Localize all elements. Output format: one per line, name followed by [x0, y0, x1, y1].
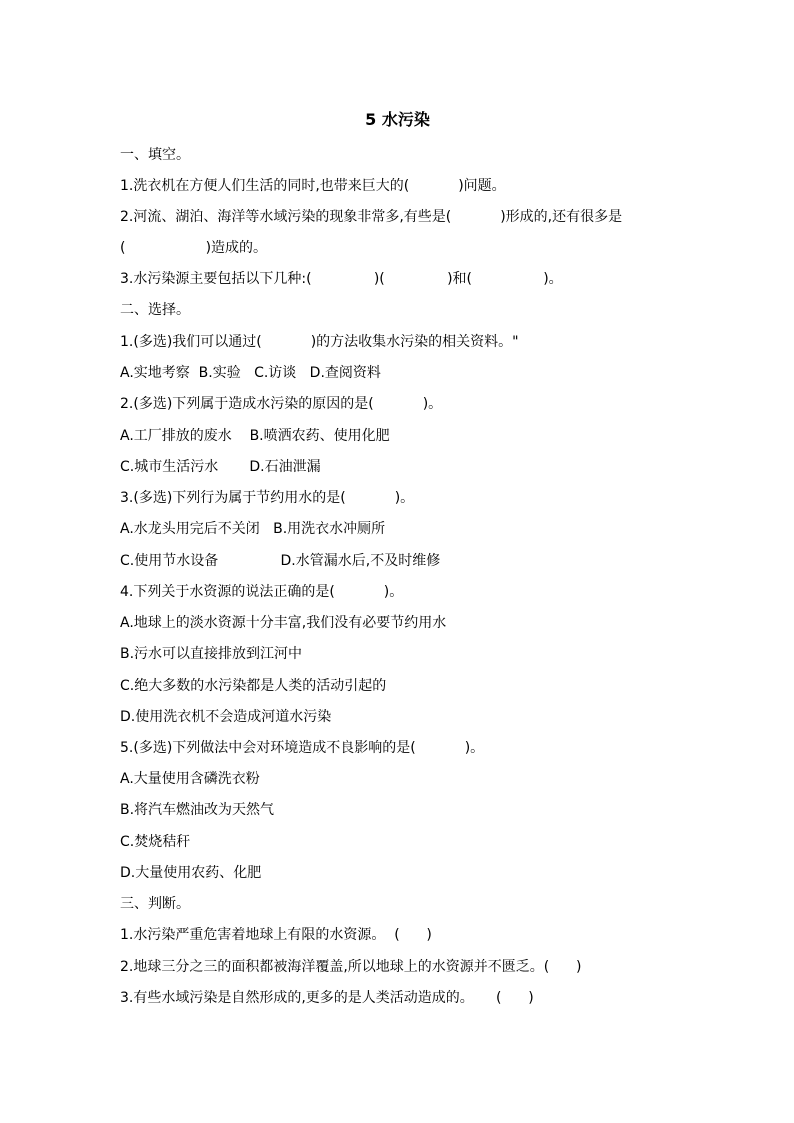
choice-question-5-option-d: D.大量使用农药、化肥	[120, 865, 262, 881]
choice-question-4-option-a: A.地球上的淡水资源十分丰富,我们没有必要节约用水	[120, 615, 447, 631]
choice-question-5-option-c: C.焚烧秸秆	[120, 834, 191, 850]
choice-question-5-option-a: A.大量使用含磷洗衣粉	[120, 771, 260, 787]
fill-blank-question-3: 3.水污染源主要包括以下几种:( )( )和( )。	[120, 271, 563, 287]
page-title: 5 水污染	[365, 110, 430, 129]
choice-question-3-options-1: A.水龙头用完后不关闭 B.用洗衣水冲厕所	[120, 521, 386, 537]
fill-blank-question-2-line-2: ( )造成的。	[120, 240, 268, 256]
judgment-question-3: 3.有些水域污染是自然形成的,更多的是人类活动造成的。 ( )	[120, 990, 534, 1006]
judgment-question-1: 1.水污染严重危害着地球上有限的水资源。 ( )	[120, 927, 432, 943]
section-heading-judgment: 三、判断。	[120, 896, 190, 912]
choice-question-2-options-2: C.城市生活污水 D.石油泄漏	[120, 459, 321, 475]
choice-question-5: 5.(多选)下列做法中会对环境造成不良影响的是( )。	[120, 740, 485, 756]
choice-question-3-options-2: C.使用节水设备 D.水管漏水后,不及时维修	[120, 553, 441, 569]
choice-question-2-options-1: A.工厂排放的废水 B.喷洒农药、使用化肥	[120, 428, 390, 444]
choice-question-4-option-b: B.污水可以直接排放到江河中	[120, 646, 303, 662]
fill-blank-question-2-line-1: 2.河流、湖泊、海洋等水域污染的现象非常多,有些是( )形成的,还有很多是	[120, 209, 623, 225]
section-heading-choice: 二、选择。	[120, 302, 190, 318]
section-heading-fill-blank: 一、填空。	[120, 147, 190, 163]
choice-question-2: 2.(多选)下列属于造成水污染的原因的是( )。	[120, 396, 443, 412]
choice-question-5-option-b: B.将汽车燃油改为天然气	[120, 802, 275, 818]
choice-question-4: 4.下列关于水资源的说法正确的是( )。	[120, 584, 404, 600]
fill-blank-question-1: 1.洗衣机在方便人们生活的同时,也带来巨大的( )问题。	[120, 178, 506, 194]
judgment-question-2: 2.地球三分之三的面积都被海洋覆盖,所以地球上的水资源并不匮乏。( )	[120, 959, 582, 975]
choice-question-4-option-c: C.绝大多数的水污染都是人类的活动引起的	[120, 678, 387, 694]
choice-question-3: 3.(多选)下列行为属于节约用水的是( )。	[120, 490, 415, 506]
choice-question-1: 1.(多选)我们可以通过( )的方法收集水污染的相关资料。"	[120, 334, 519, 350]
choice-question-1-options: A.实地考察 B.实验 C.访谈 D.查阅资料	[120, 365, 381, 381]
choice-question-4-option-d: D.使用洗衣机不会造成河道水污染	[120, 709, 332, 725]
